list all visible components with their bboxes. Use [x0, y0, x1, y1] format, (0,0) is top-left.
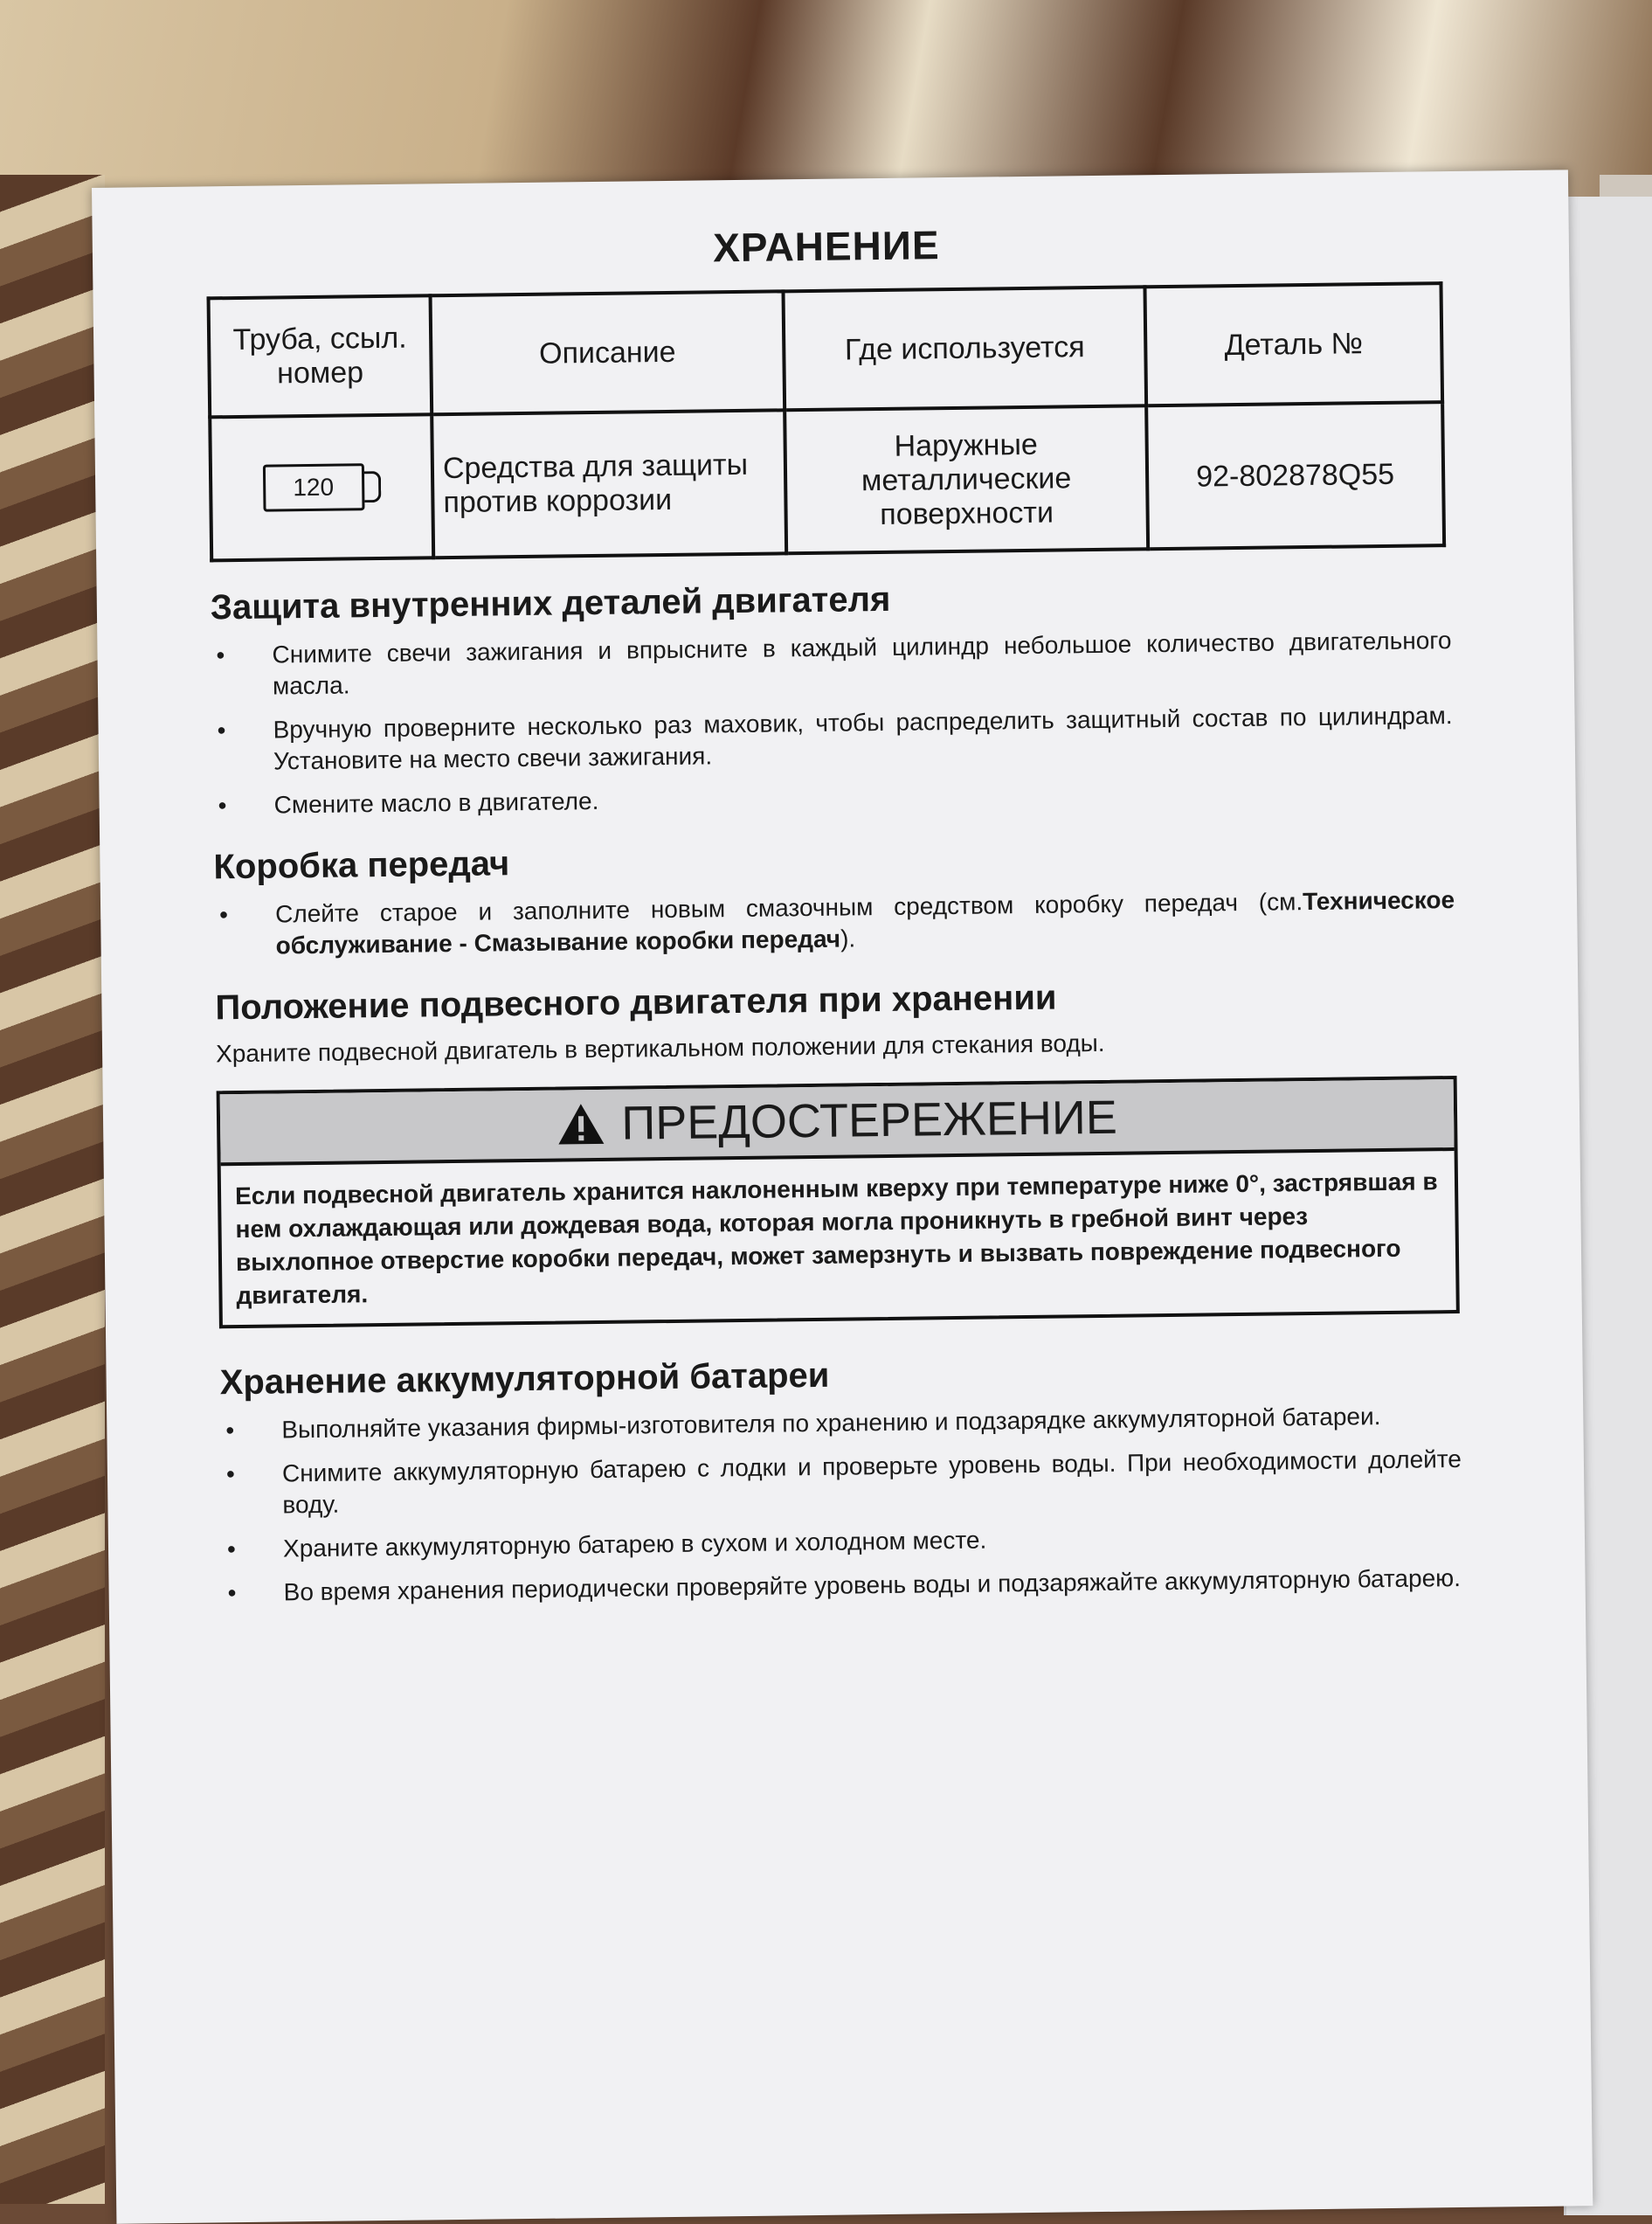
caution-box — [217, 1076, 1460, 1328]
header-description: Описание — [431, 291, 785, 414]
tube-cell — [210, 414, 433, 560]
list-item: • Храните аккумуляторную батарею в сухом и холодном месте. — [222, 1519, 1462, 1565]
list-item: • Во время хранения периодически проверяйте уровень воды и подзаряжайте аккумуляторную батарею. — [222, 1562, 1462, 1609]
gearbox-reference: Техническое обслуживание - Смазывание коробки передач — [275, 886, 1455, 960]
carpet-left — [0, 175, 105, 2204]
caution-text: Если подвесной двигатель хранится наклоненным кверху при температуре ниже 0°, застрявшая в нем охлаждающая или дождевая вода, которая могла проникнуть в гребной винт через выхлопное отверстие коробки передач, может замерзнуть и вызвать повреждение подвесного двигателя. — [234, 1167, 1438, 1310]
gearbox-list — [214, 884, 1455, 962]
list-item — [214, 884, 1455, 962]
description-cell: Средства для защиты против коррозии — [432, 410, 786, 558]
booklet-page — [92, 170, 1593, 2223]
tube-label: 120 — [262, 463, 364, 511]
page-content — [206, 215, 1463, 1621]
gearbox-text: Слейте старое и заполните новым смазочным средством коробку передач (см. — [274, 888, 1303, 928]
caution-title: ПРЕДОСТЕРЕЖЕНИЕ — [621, 1091, 1118, 1150]
gearbox-text-end: ). — [840, 925, 856, 953]
list-item: • Снимите аккумуляторную батарею с лодки и проверьте уровень воды. При необходимости долейте воду. — [221, 1444, 1462, 1521]
usage-cell: Наружные металлические поверхности — [785, 405, 1148, 553]
header-usage: Где используется — [784, 287, 1147, 410]
part-no-cell: 92-802878Q55 — [1146, 402, 1444, 549]
list-item: • Снимите свечи зажигания и впрысните в каждый цилиндр небольшое количество двигательного масла. — [211, 625, 1452, 703]
tube-icon — [262, 463, 381, 512]
battery-heading: Хранение аккумуляторной батареи — [219, 1355, 830, 1403]
table-row — [210, 402, 1444, 560]
header-part-no: Деталь № — [1144, 283, 1442, 405]
warning-triangle-icon — [556, 1102, 606, 1147]
page-title: ХРАНЕНИЕ — [712, 222, 940, 271]
list-item: • Выполняйте указания фирмы-изготовителя по хранению и подзарядке аккумуляторной батареи. — [220, 1400, 1461, 1446]
parts-table — [207, 281, 1447, 562]
gearbox-heading: Коробка передач — [213, 844, 510, 887]
list-item: • Смените масло в двигателе. — [212, 775, 1453, 821]
position-text: Храните подвесной двигатель в вертикальном положении для стекания воды. — [215, 1029, 1105, 1068]
engine-list — [211, 625, 1453, 821]
list-item: • Вручную проверните несколько раз маховик, чтобы распределить защитный состав по цилиндрам. Установите на место свечи зажигания. — [211, 700, 1453, 778]
position-heading: Положение подвесного двигателя при хранении — [215, 978, 1057, 1028]
battery-list — [220, 1400, 1463, 1609]
header-tube: Труба, ссыл. номер — [209, 295, 432, 417]
table-header-row — [209, 283, 1443, 417]
engine-heading: Защита внутренних деталей двигателя — [210, 579, 891, 627]
